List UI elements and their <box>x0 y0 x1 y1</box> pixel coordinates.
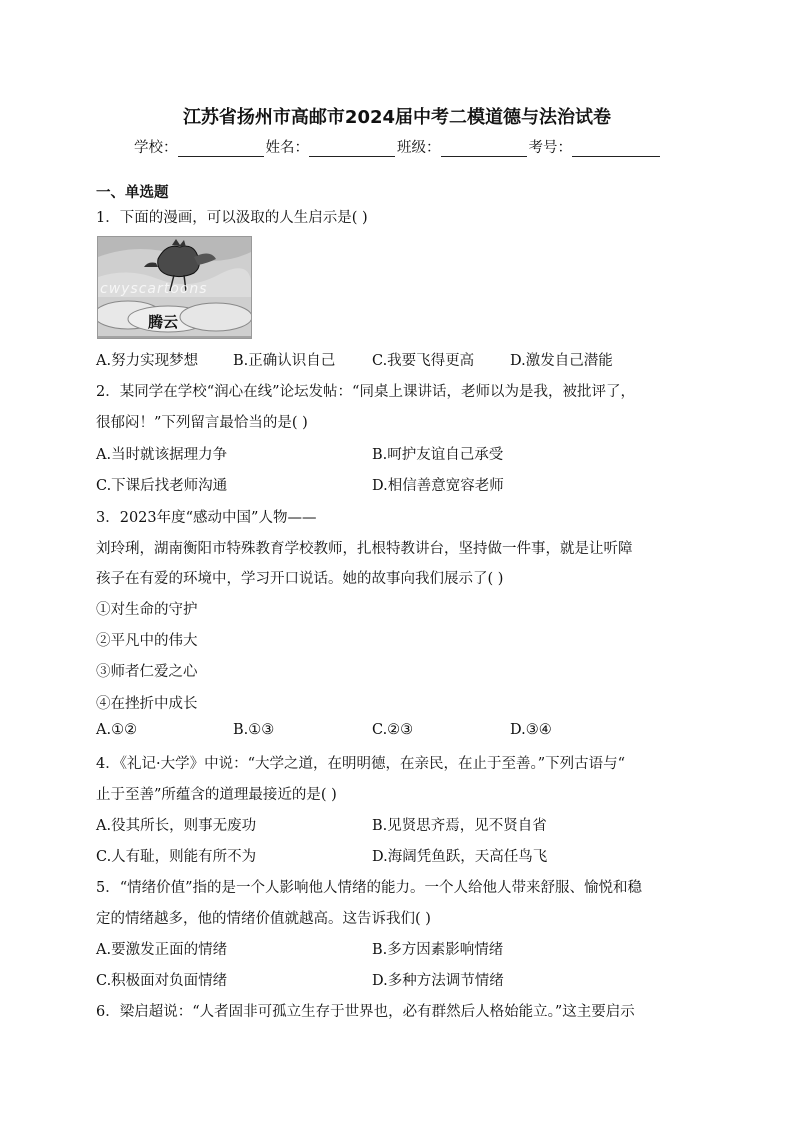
cartoon-image <box>97 236 252 339</box>
q4-stem-line1: 4．《礼记·大学》中说：“大学之道，在明明德，在亲民，在止于至善。”下列古语与“ <box>96 756 626 772</box>
q1-option-a[interactable]: A.努力实现梦想 <box>96 353 199 369</box>
exam-no-field <box>529 136 661 157</box>
q3-item-4: ④在挫折中成长 <box>96 696 198 712</box>
q5-option-a[interactable]: A.要激发正面的情绪 <box>96 942 228 958</box>
school-blank[interactable] <box>178 140 264 157</box>
exam-no-label: 考号： <box>528 140 572 156</box>
school-label: 学校： <box>134 140 178 156</box>
q3-item-2: ②平凡中的伟大 <box>96 633 198 649</box>
name-field <box>266 136 396 157</box>
school-field <box>134 136 264 157</box>
q6-stem-line1: 6．梁启超说：“人者固非可孤立生存于世界也，必有群然后人格始能立。”这主要启示 <box>96 1004 635 1020</box>
q1-option-b[interactable]: B.正确认识自己 <box>233 353 336 369</box>
exam-no-blank[interactable] <box>572 140 660 157</box>
q4-option-d[interactable]: D.海阔凭鱼跃，天高任鸟飞 <box>372 849 548 865</box>
q5-stem-line1: 5．“情绪价值”指的是一个人影响他人情绪的能力。一个人给他人带来舒服、愉悦和稳 <box>96 880 643 896</box>
section-heading: 一、单选题 <box>96 185 169 201</box>
q5-option-c[interactable]: C.积极面对负面情绪 <box>96 973 228 989</box>
q5-option-b[interactable]: B.多方因素影响情绪 <box>372 942 504 958</box>
q1-option-c[interactable]: C.我要飞得更高 <box>372 353 475 369</box>
q4-option-a[interactable]: A.役其所长，则事无废功 <box>96 818 257 834</box>
q3-item-1: ①对生命的守护 <box>96 602 198 618</box>
q3-option-a[interactable]: A.①② <box>96 722 138 738</box>
class-field <box>397 136 527 157</box>
q3-item-3: ③师者仁爱之心 <box>96 664 198 680</box>
name-label: 姓名： <box>265 140 309 156</box>
q3-option-d[interactable]: D.③④ <box>510 722 552 738</box>
q2-stem-line2: 很郁闷！”下列留言最恰当的是( ) <box>96 415 308 431</box>
student-info-row <box>0 136 794 157</box>
q3-stem-line2: 刘玲琍，湖南衡阳市特殊教育学校教师，扎根特教讲台，坚持做一件事，就是让听障 <box>96 541 633 557</box>
q3-option-c[interactable]: C.②③ <box>372 722 414 738</box>
q1-option-d[interactable]: D.激发自己潜能 <box>510 353 613 369</box>
cartoon-caption: 腾云 <box>148 313 179 331</box>
class-blank[interactable] <box>441 140 527 157</box>
cartoon-watermark: cwyscartoons <box>100 281 208 297</box>
name-blank[interactable] <box>309 140 395 157</box>
q2-option-b[interactable]: B.呵护友谊自己承受 <box>372 447 504 463</box>
q3-stem-line1: 3．2023年度“感动中国”人物—— <box>96 510 317 526</box>
q4-option-c[interactable]: C.人有耻，则能有所不为 <box>96 849 257 865</box>
q2-stem-line1: 2．某同学在学校“润心在线”论坛发帖：“同桌上课讲话，老师以为是我，被批评了， <box>96 384 635 400</box>
q4-option-b[interactable]: B.见贤思齐焉，见不贤自省 <box>372 818 547 834</box>
class-label: 班级： <box>397 140 441 156</box>
exam-title: 江苏省扬州市高邮市2024届中考二模道德与法治试卷 <box>182 107 612 128</box>
q2-option-c[interactable]: C.下课后找老师沟通 <box>96 478 228 494</box>
q2-option-d[interactable]: D.相信善意宽容老师 <box>372 478 504 494</box>
q3-option-b[interactable]: B.①③ <box>233 722 275 738</box>
q5-option-d[interactable]: D.多种方法调节情绪 <box>372 973 504 989</box>
q4-stem-line2: 止于至善”所蕴含的道理最接近的是( ) <box>96 787 337 803</box>
q3-stem-line3: 孩子在有爱的环境中，学习开口说话。她的故事向我们展示了( ) <box>96 571 504 587</box>
q5-stem-line2: 定的情绪越多，他的情绪价值就越高。这告诉我们( ) <box>96 911 431 927</box>
q1-stem: 1．下面的漫画，可以汲取的人生启示是( ) <box>96 210 368 226</box>
q2-option-a[interactable]: A.当时就该据理力争 <box>96 447 228 463</box>
